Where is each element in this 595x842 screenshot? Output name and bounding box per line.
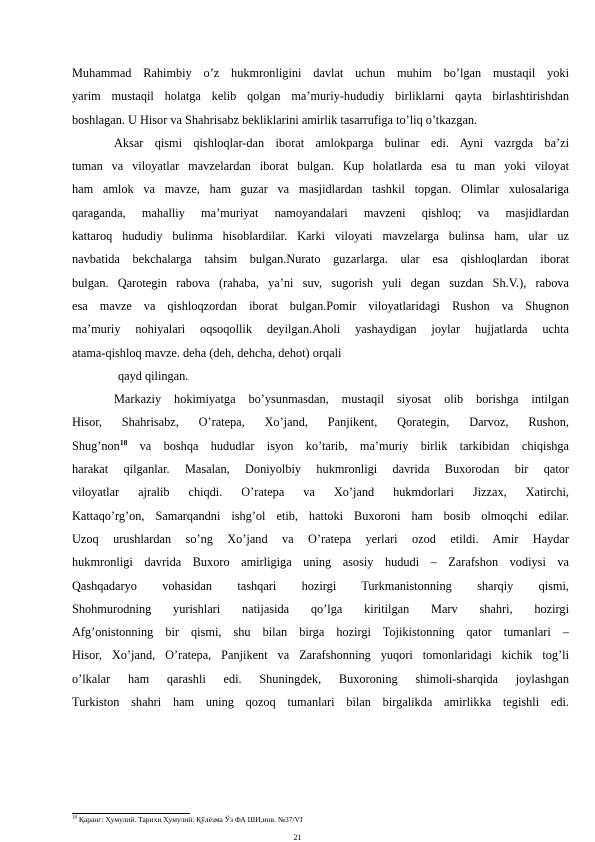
text-line: qayd qilingan. — [118, 368, 189, 383]
footnote-reference[interactable]: 18 — [119, 437, 128, 447]
text-line: bulgan. Qarotegin rabova (rahaba, ya’ni suv, sugorish yuli degan suzdan Sh.V.), rabova — [72, 275, 569, 290]
text-fragment: va boshqa hududlar isyon ko’tarib, ma’muriy birlik tarkibidan chiqishga — [127, 438, 569, 453]
text-line: Kattaqo’rg’on, Samarqandni ishg’ol etib, hattoki Buxoroni ham bosib olmoqchi edilar. — [72, 508, 569, 523]
text-line-with-footnote — [72, 435, 569, 458]
text-line: viloyatlar ajralib chiqdi. O’ratepa va Xo’jand hukmdorlari Jizzax, Xatirchi, — [72, 485, 569, 500]
text-line: Markaziy hokimiyatga bo’ysunmasdan, mustaqil siyosat olib borishga intilgan — [114, 392, 569, 407]
text-line: Hisor, Shahrisabz, O’ratepa, Xo’jand, Panjikent, Qorategin, Darvoz, Rushon, — [72, 415, 569, 430]
footnote-text: Қаранг: Ҳумулий. Тарихи Ҳумулий: Қўлёзма Ўз ФА ШИ,инв. №37/VI — [78, 815, 303, 824]
page-body — [72, 62, 569, 714]
text-line: Qashqadaryo vohasidan tashqari hozirgi Turkmanistonning sharqiy qismi, — [72, 578, 569, 593]
text-line: Shohmurodning yurishlari natijasida qo’lga kiritilgan Marv shahri, hozirgi — [72, 601, 569, 616]
text-line: Afg’onistonning bir qismi, shu bilan birga hozirgi Tojikistonning qator tumanlari – — [72, 625, 569, 640]
text-line: boshlagan. U Hisor va Shahrisabz bekliklarini amirlik tasarrufiga to’liq o’tkazgan. — [72, 112, 478, 127]
footnote-separator — [72, 813, 190, 814]
text-line: yarim mustaqil holatga kelib qolgan ma’muriy-hududiy birliklarni qayta birlashtirishdan — [72, 89, 569, 104]
text-line: ma’muriy nohiyalari oqsoqollik deyilgan.Aholi yashaydigan joylar hujjatlarda uchta — [72, 322, 569, 337]
text-line: o’lkalar ham qarashli edi. Shuningdek, Buxoroning shimoli-sharqida joylashgan — [72, 671, 569, 686]
text-line: Uzoq urushlardan so’ng Xo’jand va O’ratepa yerlari ozod etildi. Amir Haydar — [72, 531, 569, 546]
text-line: tuman va viloyatlar mavzelardan iborat bulgan. Kup holatlarda esa tu man yoki viloyat — [72, 159, 569, 174]
text-line: atama-qishloq mavze. deha (deh, dehcha, dehot) orqali — [72, 345, 342, 360]
text-line: navbatida bekchalarga tahsim bulgan.Nurato guzarlarga. ular esa qishloqlardan iborat — [72, 252, 569, 267]
page-number: 21 — [293, 833, 302, 842]
text-line: Turkiston shahri ham uning qozoq tumanlari bilan birgalikda amirlikka tegishli edi. — [72, 695, 569, 710]
text-line: Muhammad Rahimbiy o’z hukmronligini davlat uchun muhim bo’lgan mustaqil yoki — [72, 66, 569, 80]
text-line: Hisor, Xo’jand, O’ratepa, Panjikent va Zarafshonning yuqori tomonlaridagi kichik tog’li — [72, 648, 569, 663]
text-line: kattaroq hududiy bulinma hisoblardilar. Karki viloyati mavzelarga bulinsa ham, ular uz — [72, 229, 569, 244]
text-line: harakat qilganlar. Masalan, Doniyolbiy hukmronligi davrida Buxorodan bir qator — [72, 462, 569, 477]
footnote — [72, 815, 302, 824]
footnote-number: 18 — [72, 815, 77, 821]
text-fragment: Shug’non — [72, 438, 120, 453]
text-line: ham amlok va mavze, ham guzar va masjidlardan tashkil topgan. Olimlar xulosalariga — [72, 182, 569, 197]
text-line: esa mavze va qishloqzordan iborat bulgan.Pomir viloyatlaridagi Rushon va Shugnon — [72, 298, 569, 313]
text-line: hukmronligi davrida Buxoro amirligiga uning asosiy hududi – Zarafshon vodiysi va — [72, 555, 569, 570]
text-line: qaraganda, mahalliy ma’muriyat namoyandalari mavzeni qishloq; va masjidlardan — [72, 205, 569, 220]
text-line: Aksar qismi qishloqlar-dan iborat amlokparga bulinar edi. Ayni vazrgda ba’zi — [114, 135, 569, 150]
